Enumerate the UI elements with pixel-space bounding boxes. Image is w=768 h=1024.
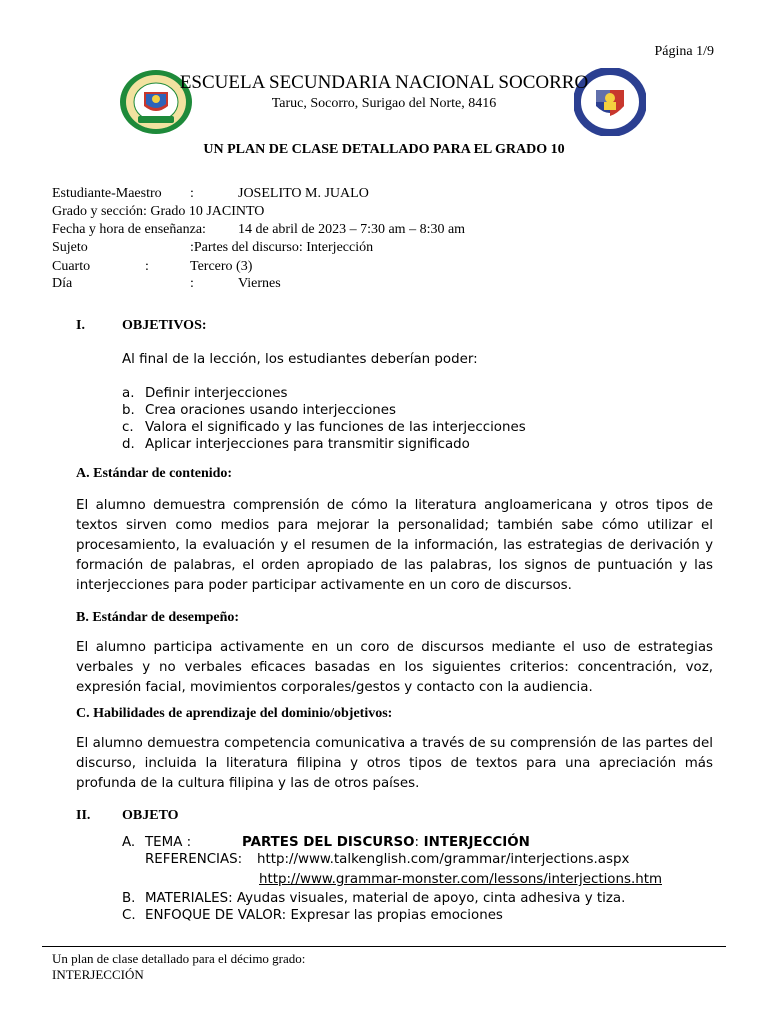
date-label: Fecha y hora de enseñanza:: [52, 222, 206, 237]
quarter-label: Cuarto: [52, 259, 91, 274]
school-address: Taruc, Socorro, Surigao del Norte, 8416: [271, 96, 497, 111]
topic-value: [242, 835, 530, 850]
quarter-value: Tercero (3): [190, 259, 253, 274]
objectives-heading: OBJETIVOS:: [122, 318, 207, 333]
references-label: REFERENCIAS:: [145, 852, 243, 867]
footer-line-2: INTERJECCIÓN: [52, 967, 144, 982]
topic-value-part1: PARTES DEL DISCURSO: [242, 835, 415, 850]
list-item: [122, 436, 682, 453]
list-marker: b.: [122, 403, 135, 418]
list-text: Aplicar interjecciones para transmitir significado: [145, 437, 470, 452]
footer-divider: [42, 946, 726, 947]
topic-marker: A.: [122, 835, 136, 850]
list-item: [122, 385, 682, 402]
subject-label: Sujeto: [52, 240, 88, 255]
objectives-numeral: I.: [76, 318, 85, 333]
day-value: Viernes: [238, 276, 281, 291]
subject-matter-heading: OBJETO: [122, 808, 179, 823]
student-teacher-label: Estudiante-Maestro: [52, 186, 162, 201]
topic-value-part2: INTERJECCIÓN: [423, 835, 530, 850]
materials-text: MATERIALES: Ayudas visuales, material de apoyo, cinta adhesiva y tiza.: [145, 891, 626, 906]
reference-link-1[interactable]: http://www.talkenglish.com/grammar/interjections.aspx: [257, 852, 630, 867]
subject-matter-numeral: II.: [76, 808, 91, 823]
school-name: ESCUELA SECUNDARIA NACIONAL SOCORRO: [179, 72, 589, 93]
values-marker: C.: [122, 908, 136, 923]
skills-heading: C. Habilidades de aprendizaje del dominio/objetivos:: [76, 706, 393, 721]
date-value: 14 de abril de 2023 – 7:30 am – 8:30 am: [238, 222, 466, 237]
day-colon: :: [190, 276, 194, 291]
content-standard-text: El alumno demuestra comprensión de cómo la literatura angloamericana y otros tipos de textos sirven como medios para mejorar la personalidad; también sabe cómo utilizar el procesamiento, la evaluación y el resumen de la información, las estrategias de derivación y formación de palabras, el orden apropiado de las palabras, los signos de puntuación y las interjecciones para poder participar activamente en un coro de discursos.: [76, 498, 713, 593]
list-item: [122, 402, 682, 419]
document-title: UN PLAN DE CLASE DETALLADO PARA EL GRADO 10: [203, 142, 565, 157]
content-standard-heading: A. Estándar de contenido:: [76, 466, 233, 481]
student-teacher-value: JOSELITO M. JUALO: [238, 186, 369, 201]
topic-colon: :: [414, 835, 419, 850]
skills-text: El alumno demuestra competencia comunicativa a través de su comprensión de las partes del discurso, incluida la literatura filipina y otros tipos de textos para una apreciación más profunda de la cultura filipina y las de otros países.: [76, 736, 713, 791]
objectives-intro: Al final de la lección, los estudiantes deberían poder:: [122, 352, 478, 367]
page-number: Página 1/9: [654, 44, 714, 59]
performance-standard-heading: B. Estándar de desempeño:: [76, 610, 240, 625]
list-marker: c.: [122, 420, 134, 435]
topic-label: TEMA :: [145, 835, 192, 850]
footer-line-1: Un plan de clase detallado para el décimo grado:: [52, 951, 306, 966]
values-text: ENFOQUE DE VALOR: Expresar las propias emociones: [145, 908, 503, 923]
day-label: Día: [52, 276, 73, 291]
reference-link-2[interactable]: http://www.grammar-monster.com/lessons/interjections.htm: [259, 872, 662, 887]
list-marker: a.: [122, 386, 135, 401]
quarter-colon: :: [145, 259, 149, 274]
performance-standard-text: El alumno participa activamente en un coro de discursos mediante el uso de estrategias verbales y no verbales eficaces basadas en los siguientes criterios: concentración, voz, expresión facial, movimientos corporales/gestos y contacto con la audiencia.: [76, 640, 713, 695]
objectives-list: [122, 385, 682, 453]
list-text: Valora el significado y las funciones de las interjecciones: [145, 420, 526, 435]
list-item: [122, 419, 682, 436]
student-teacher-colon: :: [190, 186, 194, 201]
grade-section: Grado y sección: Grado 10 JACINTO: [52, 204, 265, 219]
list-text: Crea oraciones usando interjecciones: [145, 403, 397, 418]
list-text: Definir interjecciones: [145, 386, 288, 401]
materials-marker: B.: [122, 891, 136, 906]
list-marker: d.: [122, 437, 135, 452]
subject-value: :Partes del discurso: Interjección: [190, 240, 374, 255]
